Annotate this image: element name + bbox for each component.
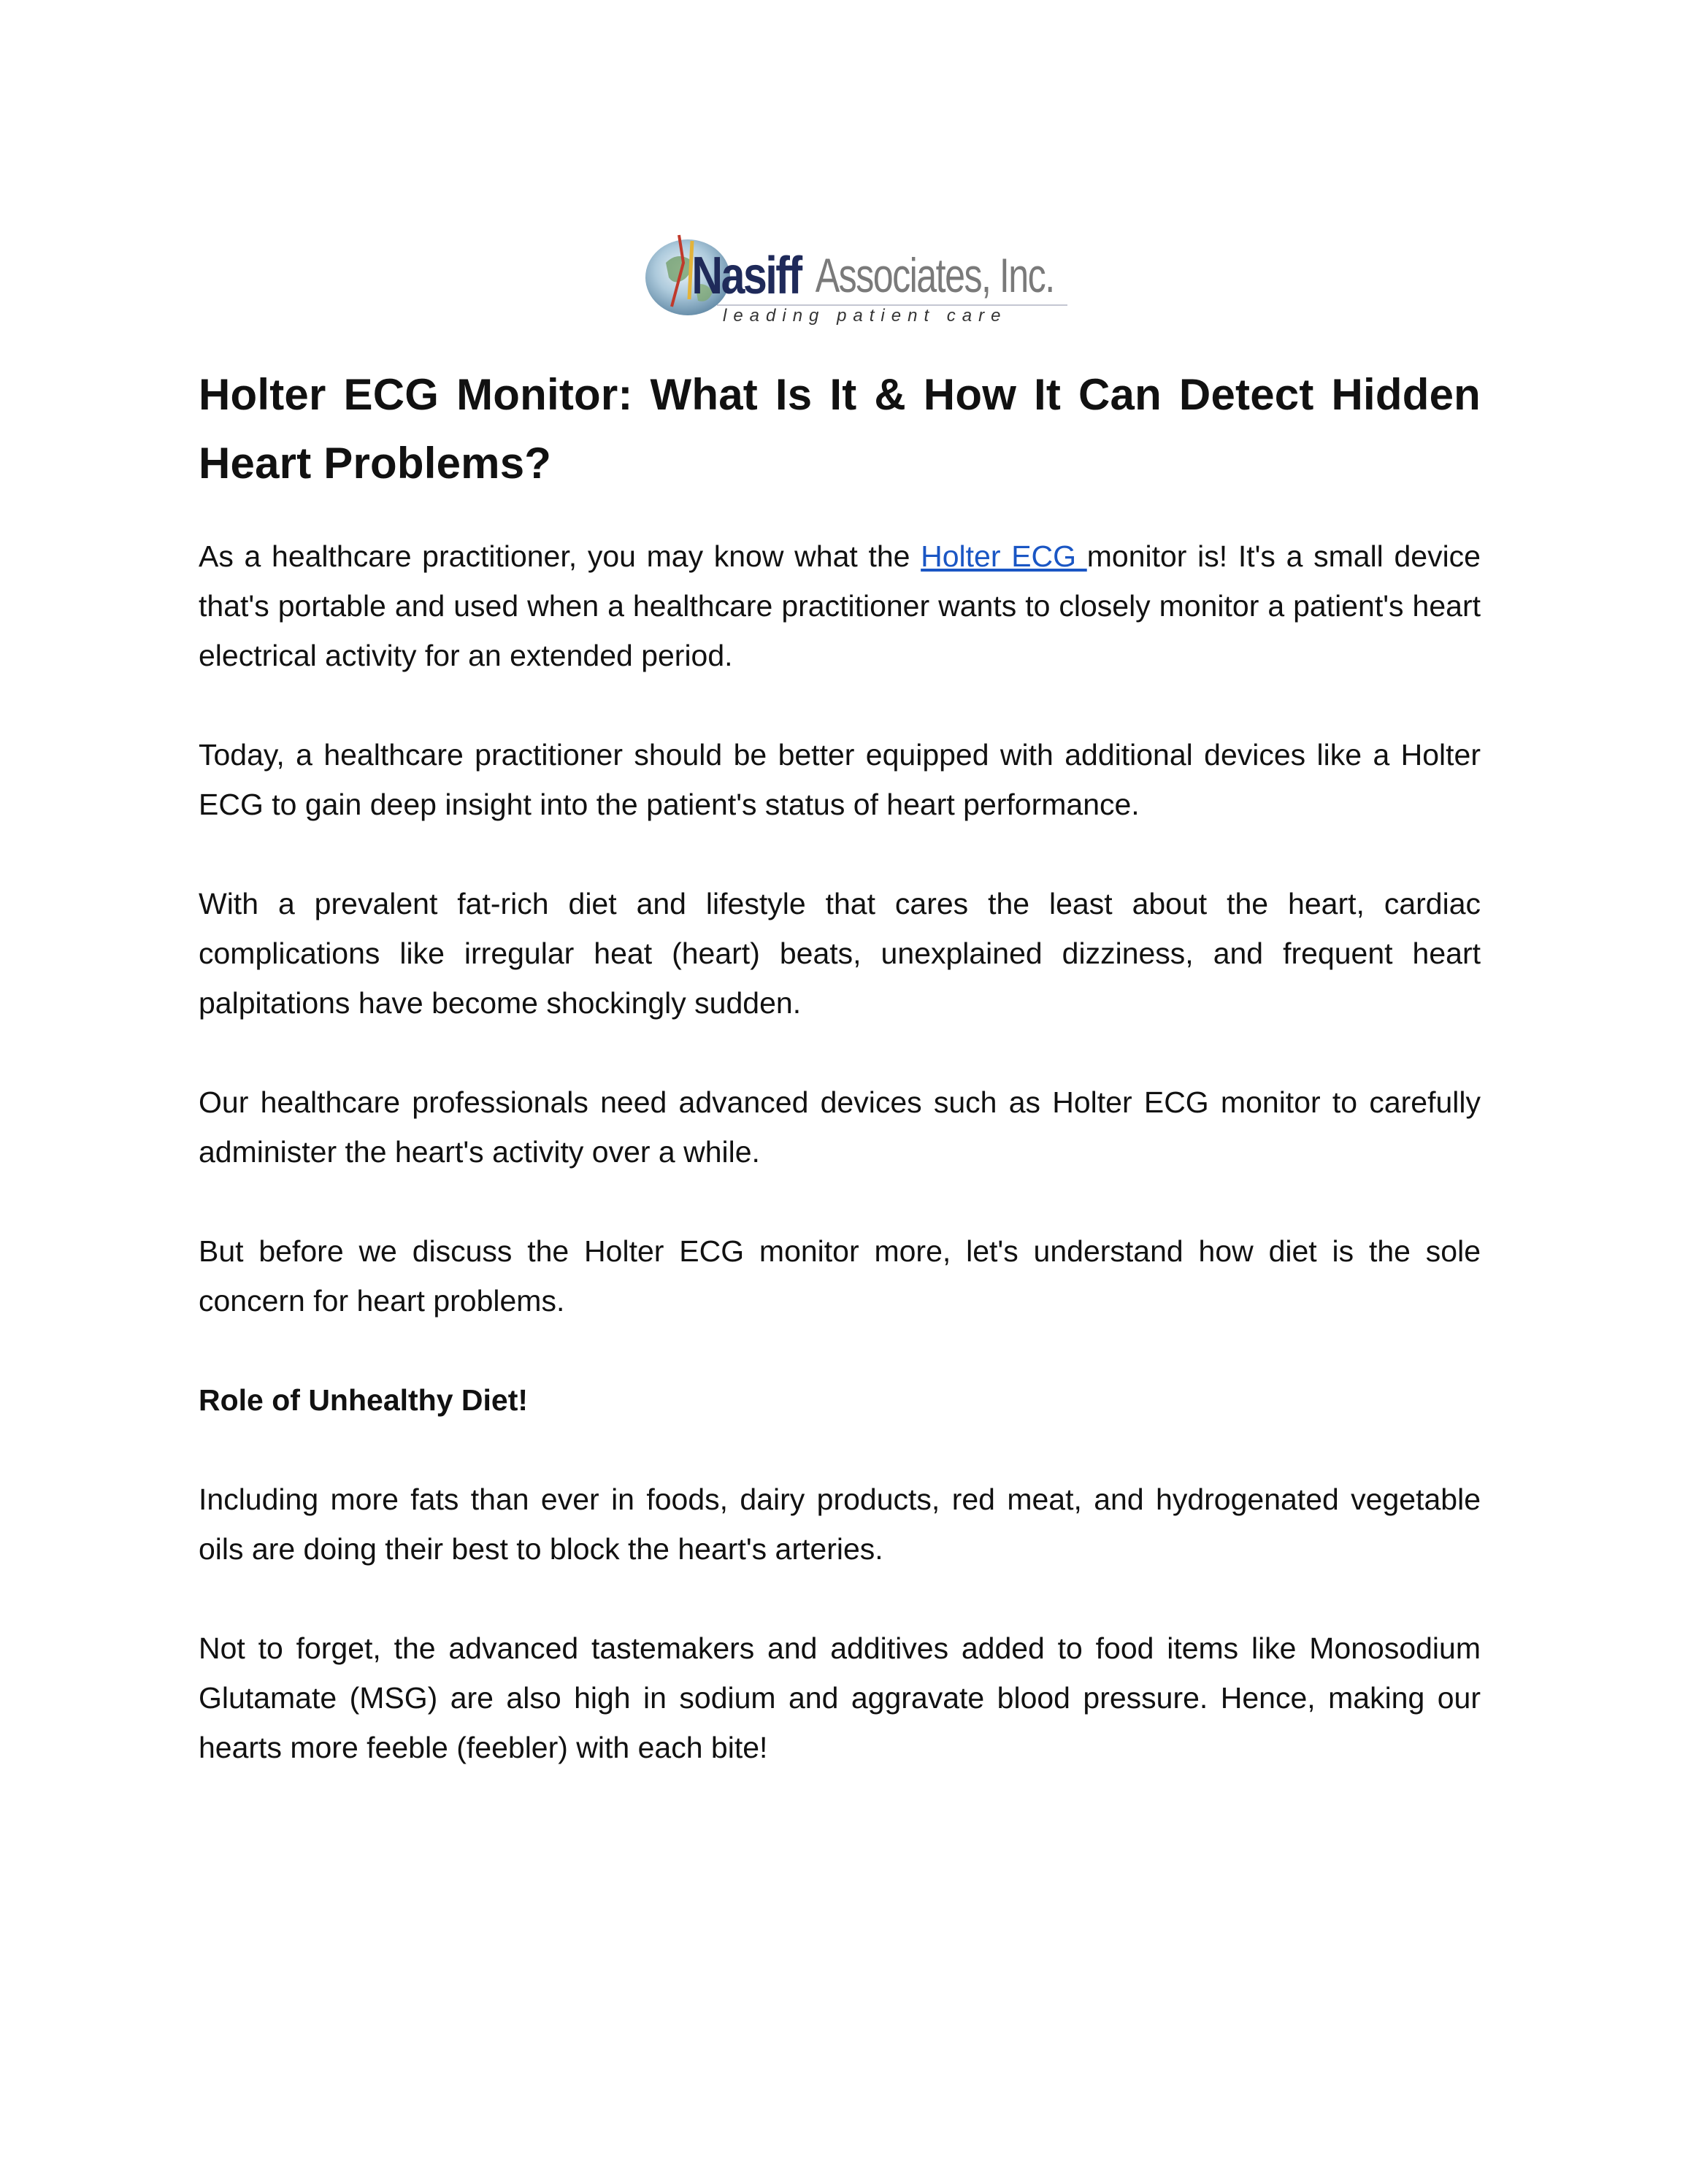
article-content (199, 361, 1481, 1822)
globe-logo-icon (637, 219, 1075, 336)
paragraph-fats: Including more fats than ever in foods, dairy products, red meat, and hydrogenated vegetable oils are doing their best to block the heart's arteries. (199, 1483, 1481, 1566)
paragraph-today: Today, a healthcare practitioner should be better equipped with additional devices like a Holter ECG to gain deep insight into the patient's status of heart performance. (199, 738, 1481, 821)
logo-brand-rest: Associates, Inc. (815, 249, 1054, 303)
paragraph-diet-lifestyle: With a prevalent fat-rich diet and lifestyle that cares the least about the heart, cardiac complications like irregular heat (heart) beats, unexplained dizziness, and frequent heart palpitations have become shockingly sudden. (199, 887, 1481, 1020)
holter-ecg-link[interactable]: Holter ECG (921, 539, 1087, 573)
paragraph-professionals: Our healthcare professionals need advanced devices such as Holter ECG monitor to carefully administer the heart's activity over a while. (199, 1085, 1481, 1169)
paragraph-before-discuss: But before we discuss the Holter ECG monitor more, let's understand how diet is the sole concern for heart problems. (199, 1234, 1481, 1318)
logo-tagline: leading patient care (723, 306, 1008, 326)
article-title: Holter ECG Monitor: What Is It & How It Can Detect Hidden Heart Problems? (199, 370, 1481, 488)
intro-paragraph (199, 531, 1481, 680)
intro-text-before: As a healthcare practitioner, you may know what the (199, 539, 921, 573)
company-logo (637, 219, 1075, 336)
intro-text-after: monitor is! It's a small device that's portable and used when a healthcare practitioner wants to closely monitor a patient's heart electrical activity for an extended period. (199, 539, 1481, 672)
paragraph-msg: Not to forget, the advanced tastemakers and additives added to food items like Monosodium Glutamate (MSG) are also high in sodium and aggravate blood pressure. Hence, making our hearts more feeble (feebler) with each bite! (199, 1631, 1481, 1764)
logo-brand-bold: Nasiff (691, 245, 801, 305)
section-heading: Role of Unhealthy Diet! (199, 1383, 529, 1417)
